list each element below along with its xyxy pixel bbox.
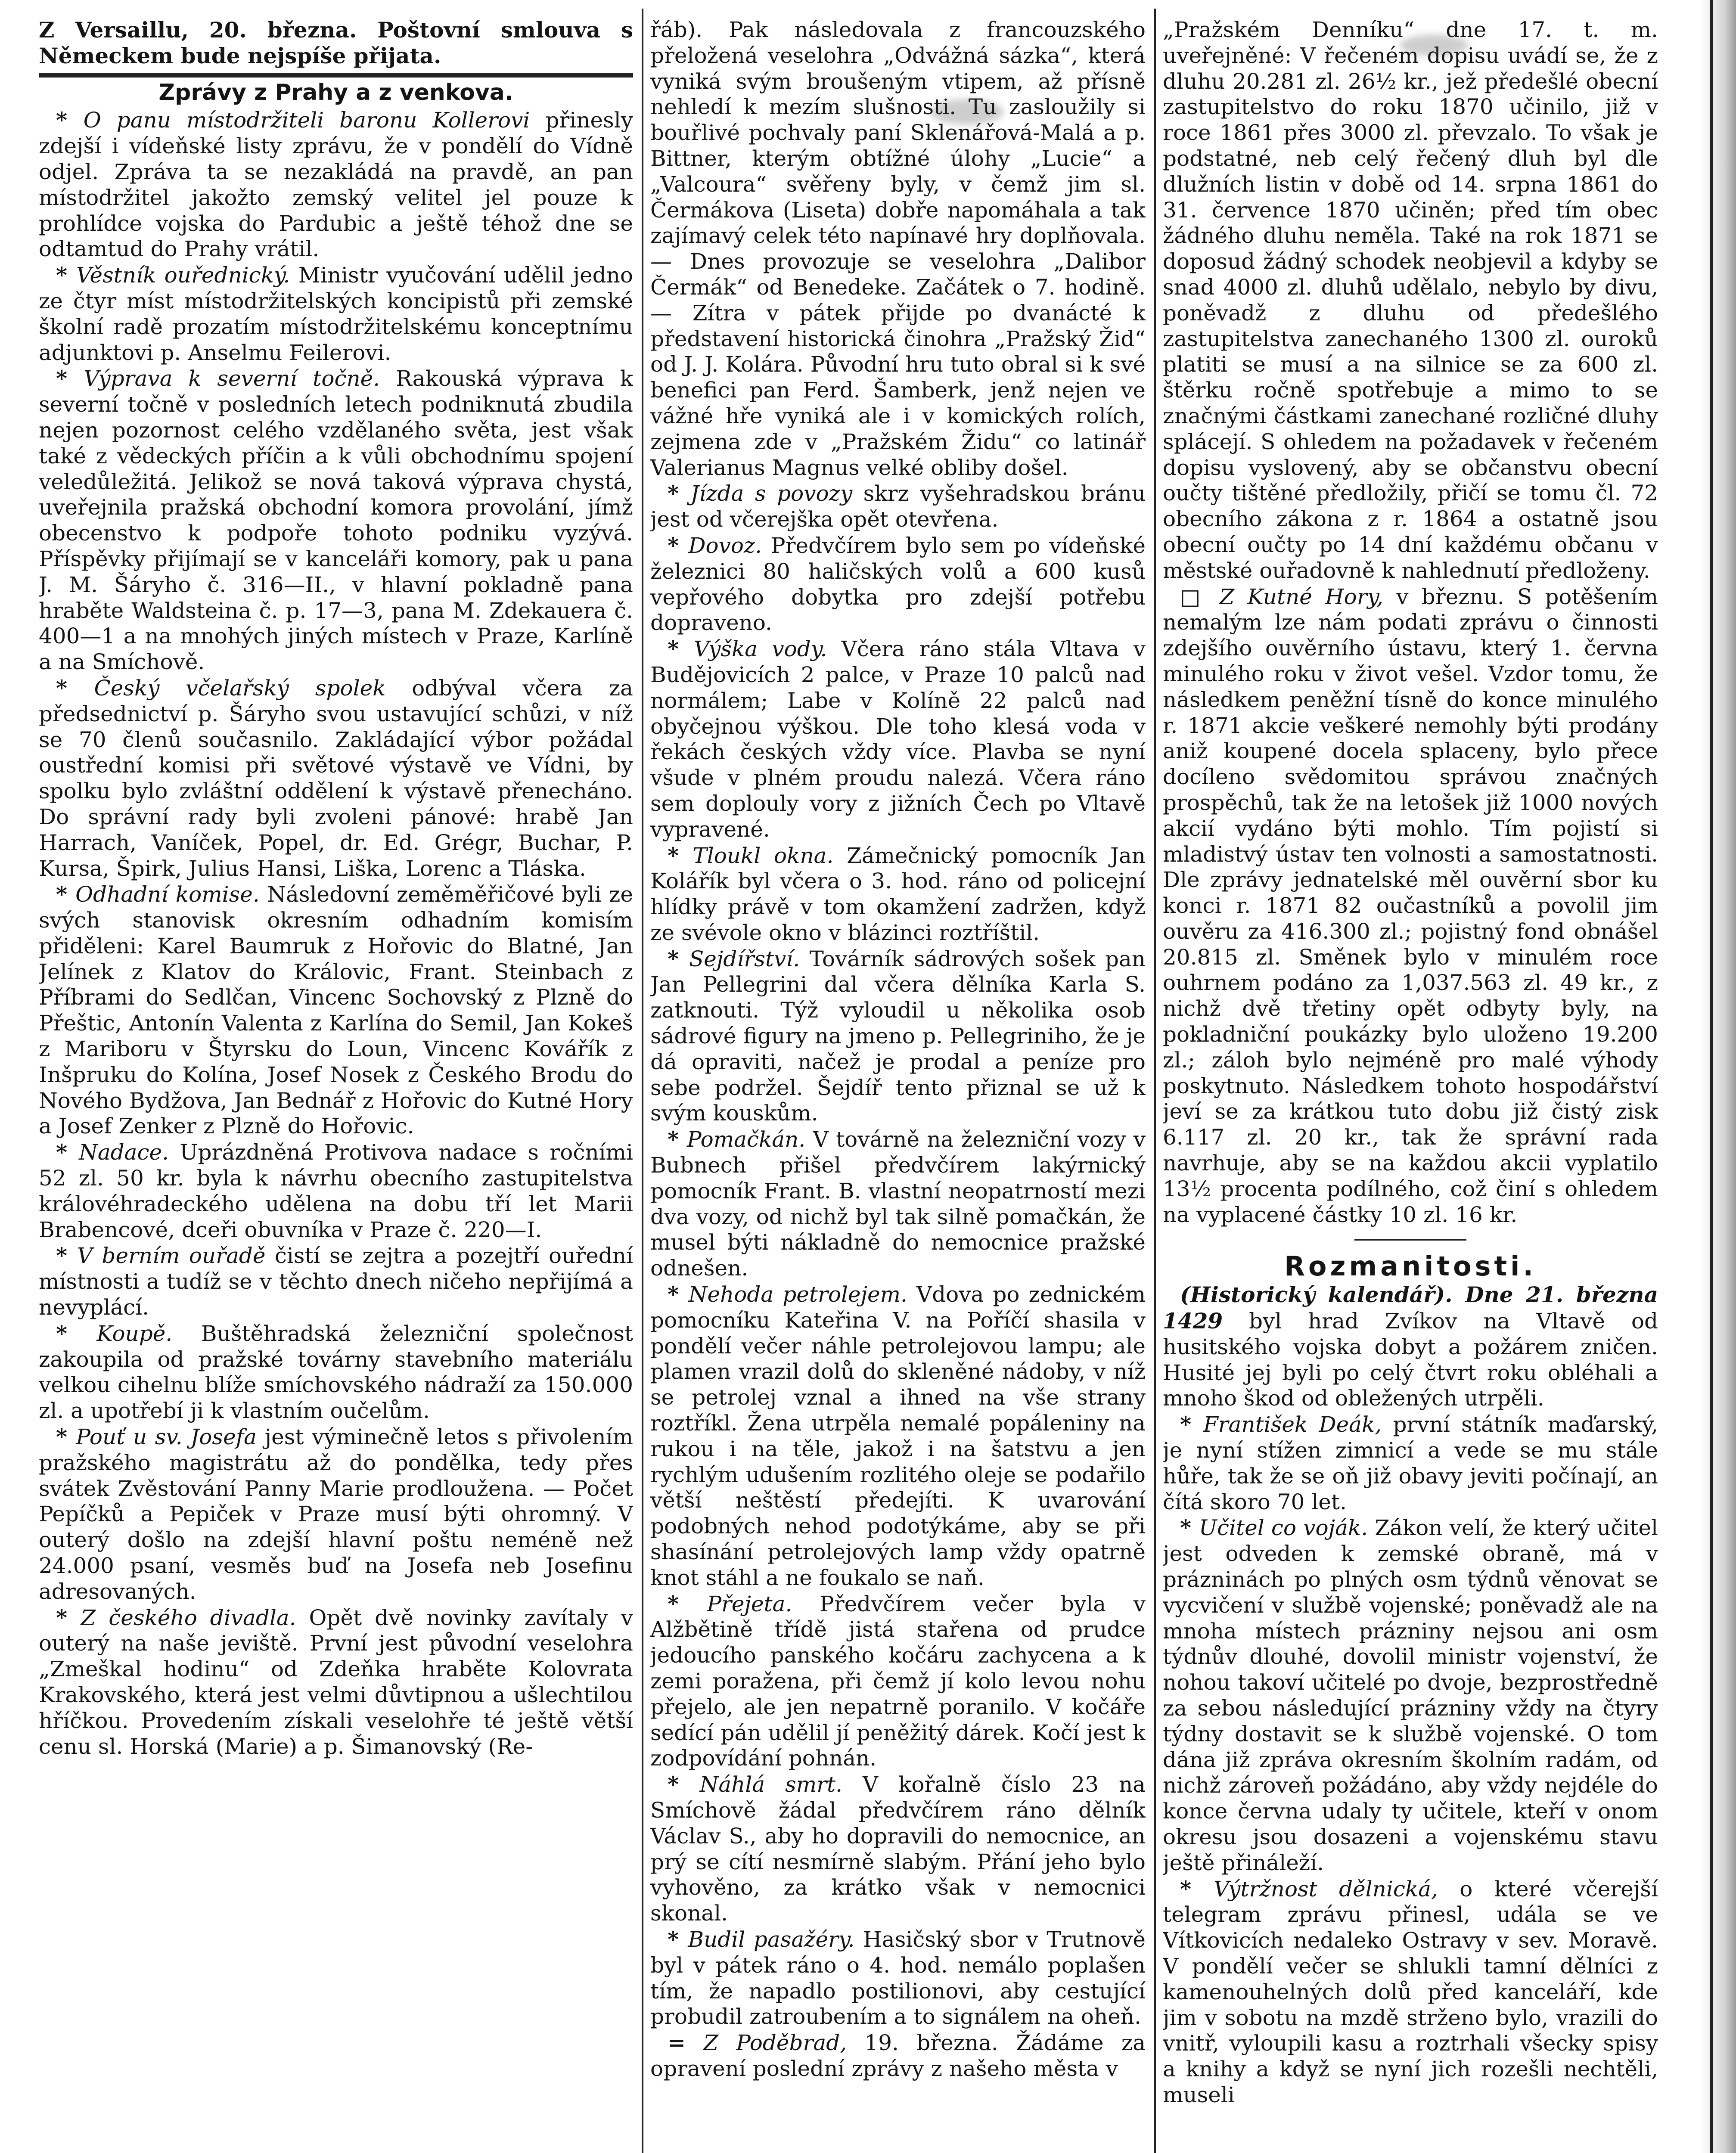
column-left — [39, 17, 633, 2153]
news-item: * Budil pasažéry. Hasičský sbor v Trutnově byl v pátek ráno o 4. hod. nemálo poplašen tím, že napadlo postilionovi, aby cestující probudil zatroubením a to signálem na oheň. — [650, 1926, 1146, 2029]
news-item: * Jízda s povozy skrz vyšehradskou bránu jest od včerejška opět otevřena. — [650, 481, 1146, 532]
continuation-text: řáb). Pak následovala z francouzského přeložená veselohra „Odvážná sázka“, která vyniká svým broušeným vtipem, až přísně nehledí k mezím slušnosti. Tu zasloužily si bouřlivé pochvaly paní Sklenářová-Malá a p. Bittner, kterým obtížné úlohy „Lucie“ a „Valcoura“ svěřeny byly, v čemž jim sl. Čermákova (Liseta) dobře napomáhala a tak zajímavý celek této napínavé hry doplňovala. — Dnes provozuje se veselohra „Dalibor Čermák“ od Benedeke. Začátek o 7. hodině. — Zítra v pátek přijde po dvanácté k představení historická činohra „Pražský Žid“ od J. J. Kolára. Původní hru tuto obral si k své benefici pan Ferd. Šamberk, jenž nejen ve vážné hře vyniká ale i v komických rolích, zejmena zde v „Pražském Židu“ co latinář Valerianus Magnus velké obliby došel. — [650, 17, 1146, 480]
news-item: (Historický kalendář). Dne 21. března 1429 byl hrad Zvíkov na Vltavě od husitského vojska dobyt a požárem zničen. Husité jej byli po celý čtvrt roku obléhali a mnoho škod od obležených utrpěli. — [1163, 1282, 1658, 1411]
news-item: * Sejdířství. Továrník sádrových sošek pan Jan Pellegrini dal včera dělníka Karla S. zatknouti. Týž vyloudil u několika osob sádrové figury na jmeno p. Pellegriniho, že je dá opraviti, načež je prodal a peníze pro sebe podržel. Šejdíř tento přiznal se už k svým kouskům. — [650, 946, 1146, 1126]
news-item: * Nadace. Uprázdněná Protivova nadace s ročními 52 zl. 50 kr. byla k návrhu obecního zastupitelstva královéhradeckého udělena na dobu tří let Marii Brabencové, dceři obuvníka v Praze č. 220—I. — [39, 1139, 633, 1242]
print-smudge — [930, 99, 1003, 125]
news-item: * Z českého divadla. Opět dvě novinky zavítaly v outerý na naše jeviště. První jest původní veselohra „Zmeškal hodinu“ od Zdeňka hraběte Kolovrata Krakovského, která jest velmi důvtipnou a ušlechtilou hříčkou. Provedením získali veselohře té ještě větší cenu sl. Horská (Marie) a p. Šimanovský (Re- — [39, 1604, 633, 1759]
news-item: * Pomačkán. V továrně na železniční vozy v Bubnech přišel předvčírem lakýrnický pomocník Frant. B. vlastní neopatrností mezi dva vozy, od nichž byl tak silně pomačkán, že musel býti nákladně do nemocnice pražské odnešen. — [650, 1126, 1146, 1281]
column-right — [1163, 17, 1658, 2153]
news-item: * Koupě. Buštěhradská železniční společnost zakoupila od pražské továrny stavebního materiálu velkou cihelnu blíže smíchovského nádraží za 150.000 zl. a upotřebí ji k vlastním oučelům. — [39, 1320, 633, 1424]
news-item: * O panu místodržiteli baronu Kollerovi přinesly zdejší i vídeňské listy zprávu, že v pondělí do Vídně odjel. Zpráva ta se nezakládá na pravdě, an pan místodržitel jakožto zemský velitel jel pouze k prohlídce vojska do Pardubic a ještě téhož dne se odtamtud do Prahy vrátil. — [39, 107, 633, 262]
news-item: * Výška vody. Včera ráno stála Vltava v Budějovicích 2 palce, v Praze 10 palců nad normálem; Labe v Kolíně 22 palců nad obyčejnou výškou. Dle toho klesá voda v řekách českých vždy více. Plavba se nyní všude v plném proudu nalezá. Včera ráno sem doplouly vory z jižních Čech po Vltavě vypravené. — [650, 636, 1146, 842]
page-edge-shadow — [1684, 0, 1736, 2153]
print-smudge — [1400, 34, 1469, 56]
column-middle — [650, 17, 1146, 2153]
news-item: * Dovoz. Předvčírem bylo sem po vídeňské železnici 80 haličských volů a 600 kusů vepřového dobytka pro zdejší potřebu dopraveno. — [650, 532, 1146, 636]
lead-news: Z Versaillu, 20. března. Poštovní smlouva s Německem bude nejspíše přijata. — [39, 17, 633, 68]
news-item: * Pouť u sv. Josefa jest výminečně letos s přivolením pražského magistrátu až do pondělka, tedy přes svátek Zvěstování Panny Marie prodloužena. — Počet Pepíčků a Pepiček v Praze musí býti ohromný. V outerý došlo na zdejší hlavní poštu neméně než 24.000 psaní, vesměs buď na Josefa neb Josefinu adresovaných. — [39, 1424, 633, 1604]
news-item-podebrady: = Z Poděbrad, 19. března. Žádáme za opravení poslední zprávy z našeho města v — [650, 2030, 1146, 2081]
column-divider — [1154, 9, 1156, 2153]
section-title-rozmanitosti: Rozmanitosti. — [1284, 1250, 1537, 1282]
news-item: * František Deák, první státník maďarský, je nyní stížen zimnicí a vede se mu stále hůře, tak že se oň již obavy jeviti počínají, an čítá skoro 70 let. — [1163, 1412, 1658, 1514]
news-item-kutna-hora: □ Z Kutné Hory, v březnu. S potěšením nemalým lze nám podati zprávu o činnosti zdejšího ouvěrního ústavu, který 1. června minulého roku v život vešel. Vzdor tomu, že následkem peněžní tísně do konce minulého r. 1871 akcie veškeré nemohly býti prodány aniž koupené docela splaceny, bylo přece docíleno svědomitou správou značných prospěchů, tak že na letošek již 1000 nových akcií vydáno býti mohlo. Tím pojistí si mladistvý ústav ten volnosti a samostatnosti. Dle zprávy jednatelské měl ouvěrní sbor ku konci r. 1871 82 oučastníků a povolil jim ouvěru za 416.300 zl.; pojistný fond obnášel 20.815 zl. Směnek bylo v minulém roce ouhrnem podáno za 1,037.563 zl. 49 kr., z nichž dvě třetiny opět odbyty byly, na pokladniční poukázky bylo uloženo 19.200 zl.; záloh bylo nejméně pro malé výhody poskytnuto. Následkem tohoto hospodářství jeví se za krátkou tuto dobu již čistý zisk 6.117 zl. 20 kr., tak že správní rada navrhuje, aby se na každou akcii vyplatilo 13½ procenta podílného, což činí s ohledem na vyplacené částky 10 zl. 16 kr. — [1163, 583, 1658, 1227]
news-item: * Odhadní komise. Následovní zeměměřičové byli ze svých stanovisk okresním odhadním komisím přiděleni: Karel Baumruk z Hořovic do Blatné, Jan Jelínek z Klatov do Královic, Frant. Steinbach z Příbrami do Sedlčan, Vincenc Sochovský z Plzně do Přeštic, Antonín Valenta z Karlína do Semil, Jan Kokeš z Mariboru v Štyrsku do Loun, Vincenc Kovářík z Inšpruku do Kolína, Josef Nosek z Českého Brodu do Nového Bydžova, Jan Bednář z Hořovic do Kutné Hory a Josef Zenker z Plzně do Hořovic. — [39, 881, 633, 1139]
news-item: * Náhlá smrt. V kořalně číslo 23 na Smíchově žádal předvčírem ráno dělník Václav S., aby ho dopravili do nemocnice, an prý se cítí nesmírně slabým. Přání jeho bylo vyhověno, za krátko však v nemocnici skonal. — [650, 1771, 1146, 1926]
news-item: * Výtržnost dělnická, o které včerejší telegram zprávu přinesl, udála se ve Vítkovicích nedaleko Ostravy v sev. Moravě. V pondělí večer se shlukli tamní dělníci z kamenouhelných dolů před kanceláří, kde jim v sobotu na mzdě strženo bylo, vrazili do vnitř, vyloupili kasu a roztrhali všecky spisy a knihy a když se nyní jich rozešli nechtěli, museli — [1163, 1876, 1658, 2107]
continuation-text: „Pražském Denníku“ dne 17. t. m. uveřejněné: V řečeném dopisu uvádí se, že z dluhu 20.281 zl. 26½ kr., jež předešlé obecní zastupitelstvo do roku 1870 učinilo, již v roce 1861 přes 3000 zl. převzalo. To však je podstatné, neb celý řečený dluh byl dle dlužních listin v době od 14. srpna 1861 do 31. července 1870 učiněn; před tím obec žádného dluhu neměla. Také na rok 1871 se doposud žádný schodek neobjevil a kdyby se snad 4000 zl. dluhů udělalo, nebylo by divu, poněvadž z dluhu od předešlého zastupitelstva zanechaného 1300 zl. ouroků platiti se musí a na silnice se za 600 zl. štěrku ročně spotřebuje a mimo to se značnými částkami zanechané rozličné dluhy splácejí. S ohledem na požadavek v řečeném dopisu vyslovený, aby se občanstvu obecní oučty tištěné předložily, přičí se tomu čl. 72 obecního zákona z r. 1864 a ostatně jsou obecní oučty po 14 dní každému občanu v městské ouřadovně k nahlednutí předloženy. — [1163, 17, 1658, 583]
news-item: * Věstník ouřednický. Ministr vyučování udělil jedno ze čtyr míst místodržitelských koncipistů při zemské školní radě prozatím místodržitelskému konceptnímu adjunktovi p. Anselmu Feilerovi. — [39, 262, 633, 365]
section-title: Zprávy z Prahy a z venkova. — [158, 79, 513, 105]
column-divider — [642, 9, 643, 2153]
news-item: * Přejeta. Předvčírem večer byla v Alžbětině třídě jistá stařena od prudce jedoucího panského kočáru zachycena a k zemi poražena, při čemž jí kolo levou nohu přejelo, ale jen nepatrně poranilo. V kočáře sedící pán udělil jí peněžitý dárek. Kočí jest k zodpovídání pohnán. — [650, 1591, 1146, 1771]
news-item: * Český včelařský spolek odbýval včera za předsednictví p. Šáryho svou ustavující schůzi, v níž se 70 členů současnilo. Zakládající výbor požádal oustřední komisi při světové výstavě ve Vídni, by spolku bylo zvláštní oddělení k výstavě přenecháno. Do správní rady byli zvoleni pánové: hrabě Jan Harrach, Vaníček, Popel, dr. Ed. Grégr, Buchar, P. Kursa, Špirk, Julius Hansi, Liška, Lorenc a Tláska. — [39, 675, 633, 881]
news-item: * Učitel co voják. Zákon velí, že který učitel jest odveden k zemské obraně, má v prázninách po plných osm týdnů věnovat se vycvičení v službě vojenské; poněvadž ale na mnoha místech prázniny nejsou ani osm týdnův dlouhé, dovolil ministr vojenství, že nohou takoví učitelé po dvoje, bezprostředně za sebou následující prázniny vždy na čtyry týdny dostavit se k službě vojenské. O tom dána již zpráva okresním školním radám, od nichž zároveň požádáno, aby vždy nejdéle do konce června udaly ty učitele, kteří v onom okresu jsou dosazeni a vojenskému stavu ještě přináleží. — [1163, 1515, 1658, 1875]
news-item: * Tloukl okna. Zámečnický pomocník Jan Kolářík byl včera o 3. hod. ráno od policejní hlídky právě v tom okamžení zadržen, když ze svévole okno v blázinci roztříštil. — [650, 842, 1146, 945]
news-item: * Nehoda petrolejem. Vdova po zednickém pomocníku Kateřina V. na Poříčí shasila v pondělí večer náhle petrolejovou lampu; ale plamen vrazil dolů do skleněné nádoby, v níž se petrolej vznal a ihned na vše strany roztříkl. Žena utrpěla nemalé popáleniny na rukou i na těle, jakož i na šatstvu a jen rychlým udušením rozlitého oleje se podařilo větší neštěstí předejíti. K uvarování podobných nehod podotýkáme, aby se při shasínání petrolejových lamp vždy opatrně knot stáhl a ne foukalo se naň. — [650, 1281, 1146, 1590]
section-rule — [1354, 1239, 1466, 1241]
news-item: * V berním ouřadě čistí se zejtra a pozejtří ouřední místnosti a tudíž se v těchto dnech ničeho nepřijímá a nevyplácí. — [39, 1243, 633, 1320]
section-rule — [39, 73, 633, 78]
news-item: * Výprava k severní točně. Rakouská výprava k severní točně v posledních letech podniknutá zbudila nejen pozornost celého vzdělaného světa, jest však také z vědeckých příčin a k vůli obchodnímu spojení veledůležitá. Jelikož se nová taková výprava chystá, uveřejnila pražská obchodní komora provolání, jímž obecenstvo k podpoře tohoto podniku vyzývá. Příspěvky přijímají se v kanceláři komory, pak u pana J. M. Šáryho č. 316—II., v hlavní pokladně pana hraběte Waldsteina č. p. 17—3, pana M. Zdekauera č. 400—1 a na mnohých jiných místech v Praze, Karlíně a na Smíchově. — [39, 366, 633, 675]
